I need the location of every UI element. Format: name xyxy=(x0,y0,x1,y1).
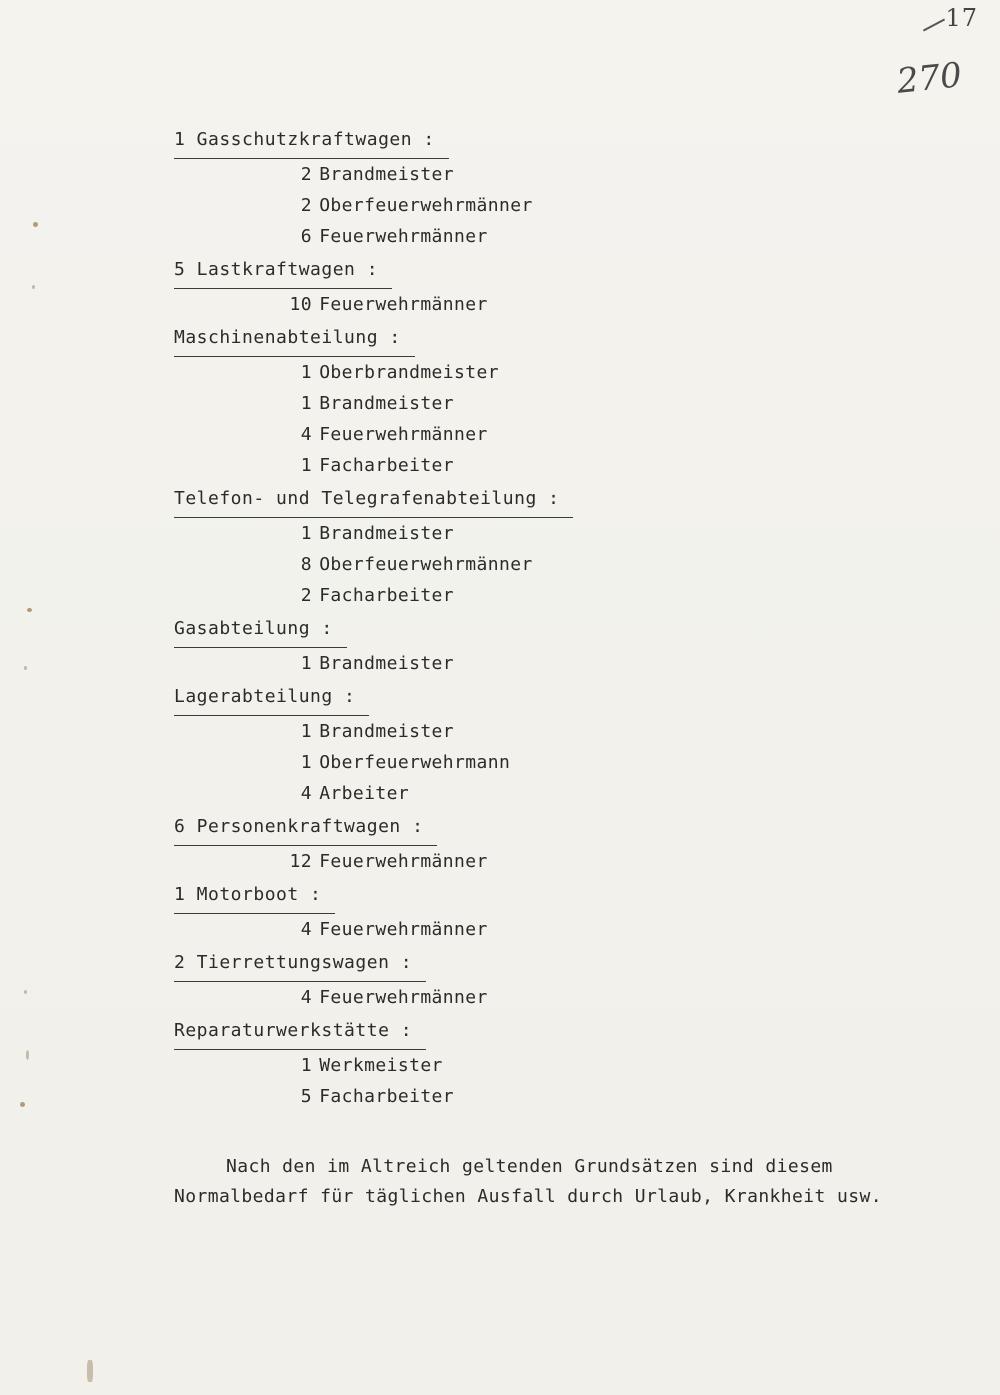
list-item xyxy=(174,1081,954,1112)
item-quantity: 1 xyxy=(300,653,312,674)
section-heading: 6 Personenkraftwagen : xyxy=(174,813,437,846)
margin-speck xyxy=(32,285,35,289)
staffing-list xyxy=(174,122,954,1112)
item-role: Oberfeuerwehrmann xyxy=(319,752,511,773)
section-heading: Lagerabteilung : xyxy=(174,683,369,716)
section-heading: 5 Lastkraftwagen : xyxy=(174,256,392,289)
list-item xyxy=(174,450,954,481)
list-item xyxy=(174,289,954,320)
item-quantity: 4 xyxy=(300,987,312,1008)
item-quantity: 8 xyxy=(300,554,312,575)
item-quantity: 1 xyxy=(300,752,312,773)
section-motorboot xyxy=(174,877,954,945)
list-item xyxy=(174,716,954,747)
item-role: Brandmeister xyxy=(319,523,455,544)
punch-mark xyxy=(20,1102,25,1107)
section-maschinenabteilung xyxy=(174,320,954,481)
item-quantity: 6 xyxy=(300,226,312,247)
list-item xyxy=(174,778,954,809)
item-quantity: 1 xyxy=(300,455,312,476)
item-quantity: 4 xyxy=(300,424,312,445)
item-quantity: 2 xyxy=(300,585,312,606)
list-item xyxy=(174,221,954,252)
item-quantity: 1 xyxy=(300,523,312,544)
item-quantity: 10 xyxy=(289,294,312,315)
page-number: 17 xyxy=(945,4,978,32)
section-personenkraftwagen xyxy=(174,809,954,877)
section-heading: Reparaturwerkstätte : xyxy=(174,1017,426,1050)
item-quantity: 4 xyxy=(300,783,312,804)
item-quantity: 2 xyxy=(300,164,312,185)
margin-speck xyxy=(24,666,27,670)
section-lastkraftwagen xyxy=(174,252,954,320)
item-quantity: 1 xyxy=(300,1055,312,1076)
item-role: Facharbeiter xyxy=(319,455,455,476)
list-item xyxy=(174,982,954,1013)
item-quantity: 4 xyxy=(300,919,312,940)
item-role: Feuerwehrmänner xyxy=(319,226,488,247)
item-role: Werkmeister xyxy=(319,1055,443,1076)
item-role: Feuerwehrmänner xyxy=(319,987,488,1008)
item-role: Feuerwehrmänner xyxy=(319,851,488,872)
item-role: Oberfeuerwehrmänner xyxy=(319,195,533,216)
list-item xyxy=(174,549,954,580)
section-heading: Gasabteilung : xyxy=(174,615,347,648)
section-gasschutzkraftwagen xyxy=(174,122,954,252)
margin-speck xyxy=(24,990,27,994)
list-item xyxy=(174,914,954,945)
item-role: Oberfeuerwehrmänner xyxy=(319,554,533,575)
list-item xyxy=(174,648,954,679)
item-role: Feuerwehrmänner xyxy=(319,424,488,445)
paragraph-line: Nach den im Altreich geltenden Grundsätzen sind diesem xyxy=(226,1156,833,1177)
closing-paragraph xyxy=(174,1152,974,1212)
section-heading: Telefon- und Telegrafenabteilung : xyxy=(174,485,573,518)
item-quantity: 1 xyxy=(300,393,312,414)
item-role: Brandmeister xyxy=(319,164,455,185)
item-quantity: 1 xyxy=(300,721,312,742)
list-item xyxy=(174,357,954,388)
section-heading: 1 Gasschutzkraftwagen : xyxy=(174,126,449,159)
punch-mark xyxy=(27,608,32,612)
item-role: Feuerwehrmänner xyxy=(319,919,488,940)
page-number-strike-mark xyxy=(923,18,945,31)
section-tierrettungswagen xyxy=(174,945,954,1013)
list-item xyxy=(174,419,954,450)
item-role: Brandmeister xyxy=(319,653,455,674)
item-role: Brandmeister xyxy=(319,721,455,742)
margin-speck xyxy=(87,1360,93,1382)
section-heading: Maschinenabteilung : xyxy=(174,324,415,357)
section-lagerabteilung xyxy=(174,679,954,809)
list-item xyxy=(174,747,954,778)
section-heading: 2 Tierrettungswagen : xyxy=(174,949,426,982)
list-item xyxy=(174,388,954,419)
section-heading: 1 Motorboot : xyxy=(174,881,335,914)
list-item xyxy=(174,190,954,221)
section-reparaturwerkstaette xyxy=(174,1013,954,1112)
margin-speck xyxy=(26,1050,29,1060)
list-item xyxy=(174,580,954,611)
item-quantity: 5 xyxy=(300,1086,312,1107)
section-gasabteilung xyxy=(174,611,954,679)
item-quantity: 1 xyxy=(300,362,312,383)
list-item xyxy=(174,1050,954,1081)
item-role: Feuerwehrmänner xyxy=(319,294,488,315)
item-role: Facharbeiter xyxy=(319,1086,455,1107)
item-role: Oberbrandmeister xyxy=(319,362,499,383)
section-telefon-telegrafenabteilung xyxy=(174,481,954,611)
list-item xyxy=(174,518,954,549)
item-role: Brandmeister xyxy=(319,393,455,414)
list-item xyxy=(174,159,954,190)
paragraph-line: Normalbedarf für täglichen Ausfall durch Urlaub, Krankheit usw. xyxy=(174,1186,882,1207)
list-item xyxy=(174,846,954,877)
item-quantity: 2 xyxy=(300,195,312,216)
item-role: Arbeiter xyxy=(319,783,410,804)
item-role: Facharbeiter xyxy=(319,585,455,606)
punch-mark xyxy=(33,222,38,227)
archive-number: 270 xyxy=(895,55,964,102)
item-quantity: 12 xyxy=(289,851,312,872)
